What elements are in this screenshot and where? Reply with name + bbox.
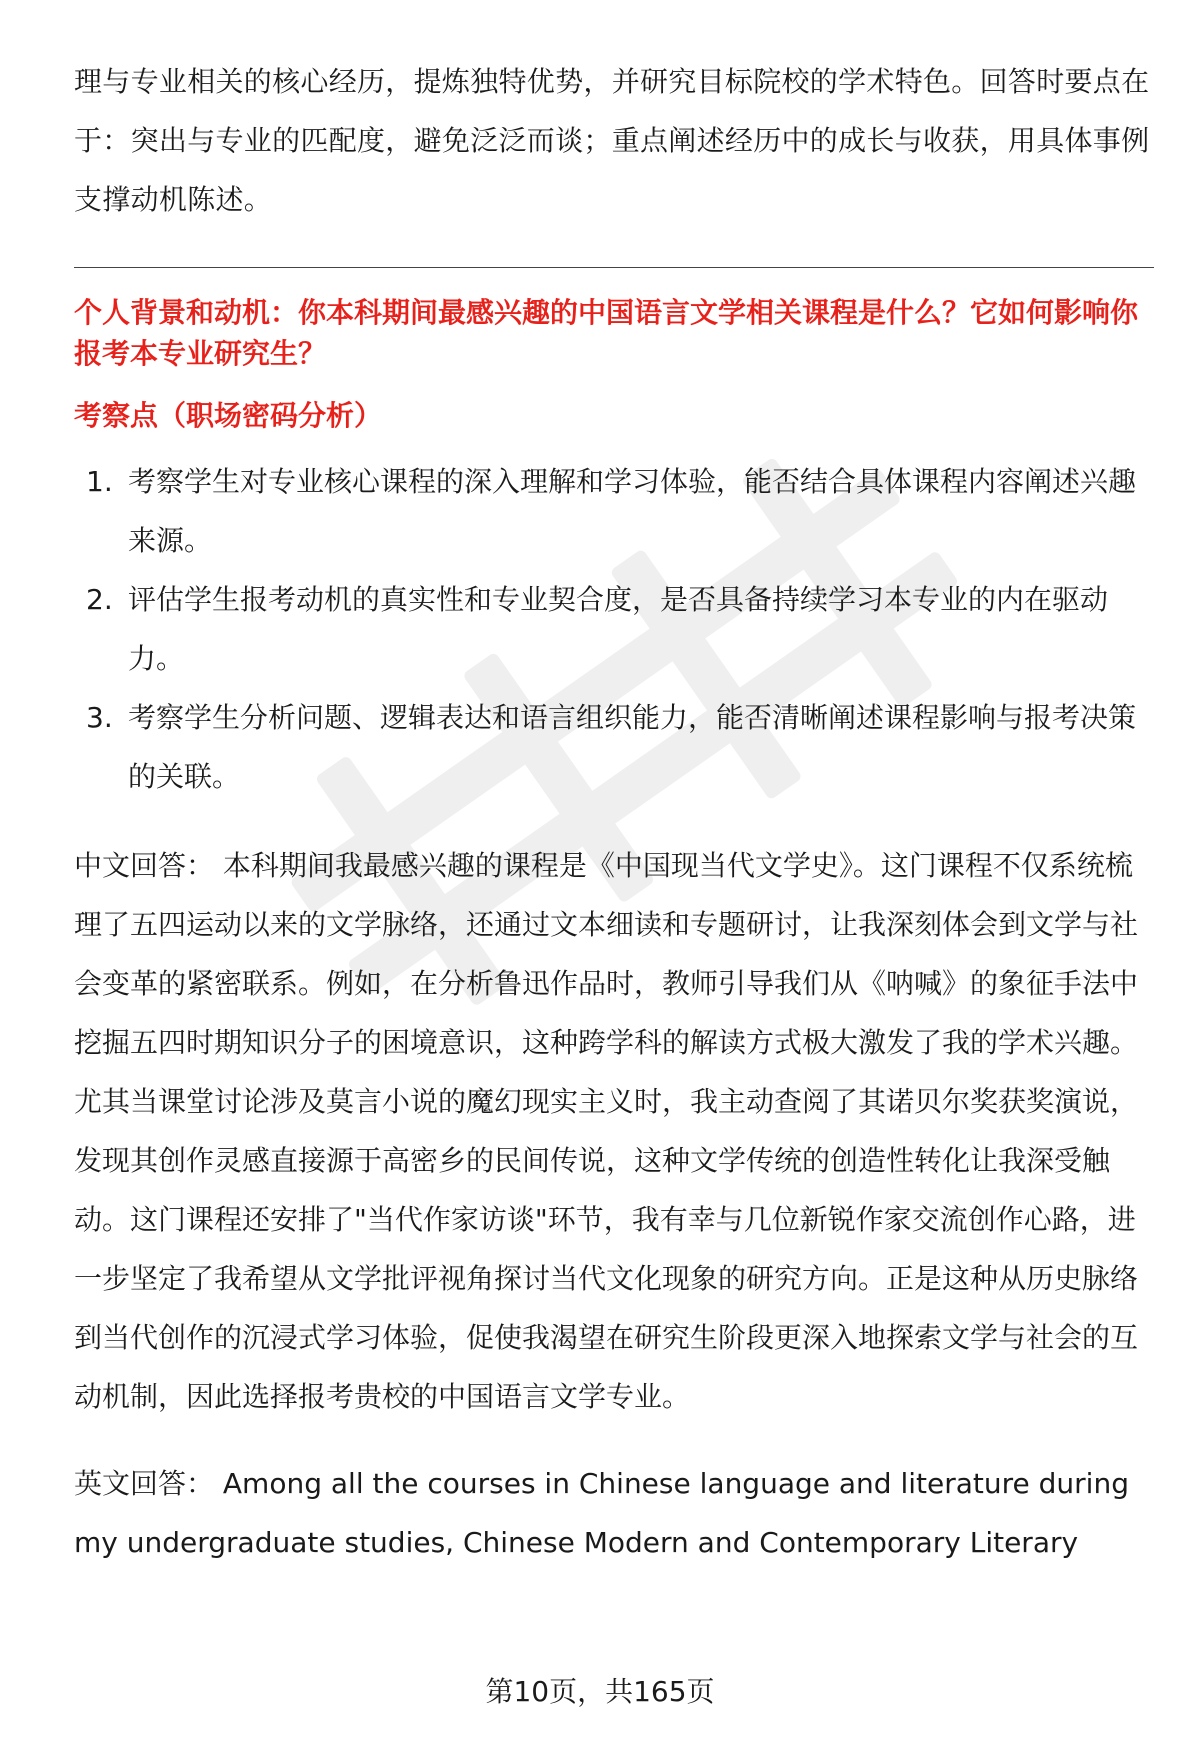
intro-paragraph: 理与专业相关的核心经历，提炼独特优势，并研究目标院校的学术特色。回答时要点在于：突出与专业的匹配度，避免泛泛而谈；重点阐述经历中的成长与收获，用具体事例支撑动机陈述。 xyxy=(74,65,1150,216)
chinese-answer: 中文回答： 本科期间我最感兴趣的课程是《中国现当代文学史》。这门课程不仅系统梳理了五四运动以来的文学脉络，还通过文本细读和专题研讨，让我深刻体会到文学与社会变革的紧密联系。例如，在分析鲁迅作品时，教师引导我们从《呐喊》的象征手法中挖掘五四时期知识分子的困境意识，这种跨学科的解读方式极大激发了我的学术兴趣。尤其当课堂讨论涉及莫言小说的魔幻现实主义时，我主动查阅了其诺贝尔奖获奖演说，发现其创作灵感直接源于高密乡的民间传说，这种文学传统的创造性转化让我深受触动。这门课程还安排了"当代作家访谈"环节，我有幸与几位新锐作家交流创作心路，进一步坚定了我希望从文学批评视角探讨当代文化现象的研究方向。正是这种从历史脉络到当代创作的沉浸式学习体验，促使我渴望在研究生阶段更深入地探索文学与社会的互动机制，因此选择报考贵校的中国语言文学专业。 xyxy=(74,849,1139,1413)
list-item-text: 评估学生报考动机的真实性和专业契合度，是否具备持续学习本专业的内在驱动力。 xyxy=(128,583,1109,675)
list-item-number: 3. xyxy=(86,701,113,734)
list-item xyxy=(74,688,1154,806)
list-item xyxy=(74,452,1154,570)
section-divider xyxy=(74,267,1154,268)
assessment-heading: 考察点（职场密码分析） xyxy=(74,399,383,432)
question-heading: 个人背景和动机：你本科期间最感兴趣的中国语言文学相关课程是什么？它如何影响你报考本专业研究生？ xyxy=(74,296,1139,370)
list-item-number: 2. xyxy=(86,583,113,616)
list-item-text: 考察学生对专业核心课程的深入理解和学习体验，能否结合具体课程内容阐述兴趣来源。 xyxy=(128,465,1137,557)
english-answer: 英文回答： Among all the courses in Chinese language and literature during my undergraduate studies, Chinese Modern and Contemporary Literary xyxy=(74,1467,1129,1559)
list-item-text: 考察学生分析问题、逻辑表达和语言组织能力，能否清晰阐述课程影响与报考决策的关联。 xyxy=(128,701,1137,793)
list-item-number: 1. xyxy=(86,465,113,498)
document-page xyxy=(74,52,1154,1600)
list-item xyxy=(74,570,1154,688)
assessment-list xyxy=(74,452,1154,806)
page-footer: 第10页，共165页 xyxy=(485,1675,715,1708)
